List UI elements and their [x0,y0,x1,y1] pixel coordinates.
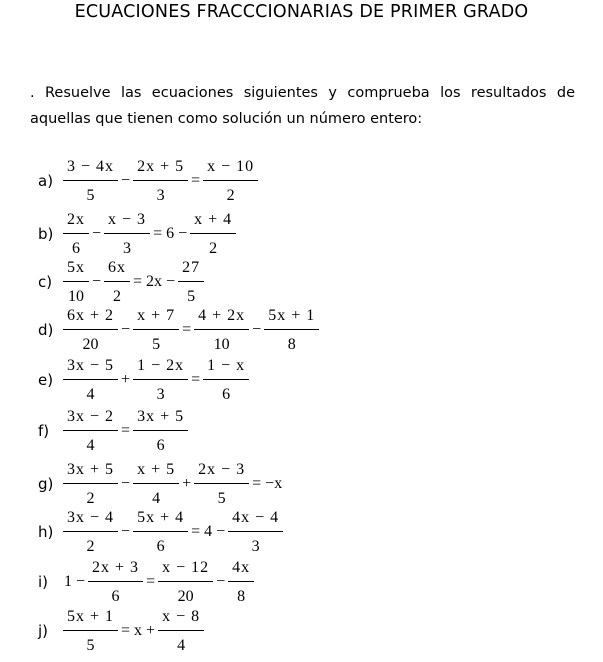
fraction [203,158,258,205]
fraction [104,259,130,306]
numerator: 5x [63,259,89,282]
numerator: 3x + 5 [63,461,118,484]
numerator: 3x − 5 [63,357,118,380]
denominator: 20 [82,335,99,353]
fraction [158,559,213,606]
fraction [264,307,319,354]
fraction [63,357,118,404]
operator: = [191,371,201,388]
numerator: 2x [63,211,89,234]
denominator: 3 [123,239,132,257]
fraction [228,509,283,556]
equation-label: h) [38,523,54,541]
operator: = −x [252,475,283,492]
denominator: 6 [156,436,165,454]
denominator: 4 [86,436,95,454]
fraction [63,211,89,258]
operator: − [92,225,102,242]
fraction [158,608,204,655]
numerator: 5x + 1 [264,307,319,330]
fraction [133,408,188,455]
numerator: 5x + 1 [63,608,118,631]
denominator: 10 [213,335,230,353]
numerator: x − 8 [158,608,204,631]
operator: + [121,371,131,388]
denominator: 6 [222,385,231,403]
denominator: 2 [226,186,235,204]
fraction [133,307,179,354]
equation-e [38,355,250,405]
numerator: x − 10 [203,158,258,181]
fraction [133,158,188,205]
fraction [63,509,118,556]
denominator: 10 [68,287,84,305]
operator: − [121,475,131,492]
fraction [194,307,249,354]
denominator: 2 [86,537,95,555]
fraction [133,509,188,556]
equation-label: i) [38,573,49,591]
fraction [190,211,236,258]
denominator: 3 [156,186,165,204]
fraction [104,211,150,258]
numerator: 3x − 2 [63,408,118,431]
fraction [63,608,118,655]
fraction [228,559,254,606]
operator: − [121,172,131,189]
numerator: 3x + 5 [133,408,188,431]
operator: = [121,422,131,439]
operator: + [182,475,192,492]
equation-a [38,156,259,206]
denominator: 5 [217,489,226,507]
equation-label: f) [38,422,50,440]
denominator: 5 [187,287,196,305]
denominator: 6 [156,537,165,555]
fraction [194,461,249,508]
denominator: 4 [177,636,186,654]
numerator: 6x [104,259,130,282]
denominator: 3 [251,537,260,555]
operator: = 6 − [153,225,188,242]
equation-d [38,305,320,355]
numerator: 3x − 4 [63,509,118,532]
equation-label: d) [38,321,54,339]
operator: 1 − [64,573,86,590]
numerator: x − 12 [158,559,213,582]
equation-label: g) [38,475,54,493]
fraction [63,158,118,205]
numerator: 27 [178,259,204,282]
equation-label: e) [38,371,54,389]
denominator: 8 [287,335,296,353]
equation-b [38,209,237,259]
operator: = 2x − [133,273,176,290]
numerator: 2x + 5 [133,158,188,181]
denominator: 4 [152,489,161,507]
denominator: 6 [111,587,120,605]
operator: − [92,273,102,290]
operator: = [191,172,201,189]
operator: = 4 − [191,523,226,540]
fraction [63,408,118,455]
numerator: x + 7 [133,307,179,330]
instructions: . Resuelve las ecuaciones siguientes y comprueba los resultados de aquellas que tienen como solución un número entero: [30,85,575,127]
equation-c [38,257,205,307]
operator: = [182,321,192,338]
numerator: 3 − 4x [63,158,118,181]
denominator: 2 [209,239,218,257]
denominator: 20 [177,587,194,605]
fraction [178,259,204,306]
operator: − [121,321,131,338]
denominator: 2 [86,489,95,507]
page-title: ECUACIONES FRACCCIONARIAS DE PRIMER GRADO [74,2,529,22]
numerator: 2x + 3 [88,559,143,582]
denominator: 4 [86,385,95,403]
numerator: 1 − x [203,357,249,380]
operator: = x + [121,622,156,639]
equation-label: a) [38,172,54,190]
denominator: 5 [86,186,95,204]
denominator: 2 [113,287,122,305]
equation-label: c) [38,273,53,291]
numerator: 2x − 3 [194,461,249,484]
operator: − [121,523,131,540]
fraction [63,259,89,306]
fraction [133,461,179,508]
equation-i [38,557,255,607]
fraction [133,357,188,404]
fraction [203,357,249,404]
equation-f [38,406,189,456]
fraction [63,307,118,354]
numerator: 1 − 2x [133,357,188,380]
denominator: 5 [86,636,95,654]
operator: = [146,573,156,590]
numerator: 4x [228,559,254,582]
denominator: 6 [72,239,80,257]
numerator: 5x + 4 [133,509,188,532]
numerator: x − 3 [104,211,150,234]
numerator: 4 + 2x [194,307,249,330]
equation-h [38,507,284,557]
numerator: x + 5 [133,461,179,484]
fraction [63,461,118,508]
numerator: x + 4 [190,211,236,234]
equation-label: j) [38,622,49,640]
equation-g [38,459,284,509]
denominator: 3 [156,385,165,403]
operator: − [216,573,226,590]
equation-j [38,606,205,656]
fraction [88,559,143,606]
denominator: 5 [152,335,161,353]
equation-label: b) [38,225,54,243]
numerator: 4x − 4 [228,509,283,532]
denominator: 8 [237,587,246,605]
operator: − [252,321,262,338]
numerator: 6x + 2 [63,307,118,330]
